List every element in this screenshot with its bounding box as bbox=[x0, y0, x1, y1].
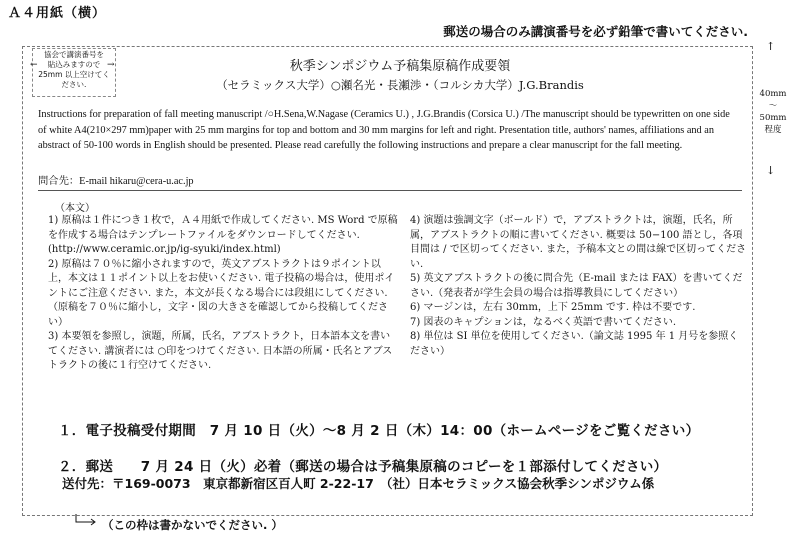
manuscript-title: 秋季シンポジウム予稿集原稿作成要領 bbox=[289, 59, 511, 74]
arrow-down-icon: ↓ bbox=[766, 164, 776, 177]
annotation-line: 程度 bbox=[764, 125, 782, 135]
speaker-box-line: ださい. bbox=[61, 80, 87, 89]
arrow-right-icon: → bbox=[107, 60, 115, 70]
annotation-line: 40mm bbox=[759, 89, 787, 99]
instructions-right-column bbox=[410, 214, 748, 359]
paper-size-label: Ａ４用紙（横） bbox=[8, 6, 107, 21]
separator-line bbox=[38, 190, 742, 191]
instruction-item: 1) 原稿は１件につき１枚で，Ａ４用紙で作成してください. MS Word で原稿を作成する場合はテンプレートファイルをダウンロードしてください. (http://www.ceramic.or.jp/ig-syuki/index.html) bbox=[48, 215, 398, 255]
speaker-number-box bbox=[32, 48, 116, 97]
corner-arrow-icon bbox=[74, 514, 98, 526]
annotation-line: 〜 bbox=[768, 101, 778, 111]
body-label: （本文） bbox=[55, 203, 95, 214]
contact-line: 問合先：E-mail hikaru@cera-u.ac.jp bbox=[38, 176, 194, 187]
instructions-left-column bbox=[48, 214, 398, 374]
english-abstract: Instructions for preparation of fall meeting manuscript /○H.Sena,W.Nagase (Ceramics U.) , J.G.Brandis (Corsica U.) /The manuscript should be typewritten on one side of white A4(210×297 mm)paper with 25 mm margins for top and bottom and 30 mm margins for left and right. Presentation title, authors' names, affiliations and an abstract of 50-100 words in English should be presented. Please read carefully the following instructions and prepare a clear manuscript for the fall meeting. bbox=[38, 109, 730, 152]
annotation-line: 50mm bbox=[759, 113, 787, 123]
speaker-box-line: 貼込みますので bbox=[47, 60, 101, 69]
mailing-address: 送付先：〒169-0073 東京都新宿区百人町 2-22-17 （社）日本セラミックス協会秋季シンポジウム係 bbox=[62, 476, 655, 491]
instruction-item: 6) マージンは，左右 30mm，上下 25mm です. 枠は不要です. bbox=[410, 302, 696, 313]
speaker-box-line: 協会で講演番号を bbox=[44, 50, 104, 59]
top-margin-annotation bbox=[752, 36, 794, 186]
speaker-box-line: 25mm 以上空けてく bbox=[38, 70, 110, 79]
pencil-note: 郵送の場合のみ講演番号を必ず鉛筆で書いてください. bbox=[443, 24, 748, 39]
arrow-up-icon: ↑ bbox=[766, 40, 776, 53]
instruction-item: 5) 英文アブストラクトの後に問合先（E-mail または FAX）を書いてください.（発表者が学生会員の場合は指導教員にしてください） bbox=[410, 273, 743, 299]
electronic-submission-period: １．電子投稿受付期間 7 月 10 日（火）〜8 月 2 日（木）14：00（ホームページをご覧ください） bbox=[58, 423, 700, 439]
do-not-write-note: （この枠は書かないでください. ） bbox=[102, 518, 283, 532]
instruction-item: 3) 本要領を参照し，演題，所属，氏名，アブストラクト，日本語本文を書いてください. 講演者には ○印をつけてください. 日本語の所属・氏名とアブストラクトの後に１行空けてください. bbox=[48, 331, 393, 371]
manuscript-authors: （セラミックス大学）○瀬名光・長瀬渉・（コルシカ大学）J.G.Brandis bbox=[216, 78, 584, 92]
instruction-item: 2) 原稿は７０％に縮小されますので，英文アブストラクトは９ポイント以上，本文は１１ポイント以上をお使いください. 電子投稿の場合は，使用ポイントにご注意ください. また，本文が長くなる場合には段組にしてください.（原稿を７０％に縮小し，文字・図の大きさを確認してから投稿してください） bbox=[48, 258, 395, 328]
instruction-item: 7) 図表のキャプションは，なるべく英語で書いてください. bbox=[410, 316, 677, 328]
instruction-item: 4) 演題は強調文字（ボールド）で，アブストラクトは，演題，氏名，所属，アブストラクトの順に書いてください. 概要は 50−100 語とし，各項目間は / で区切ってください. また，予稿本文との間は線で区切ってください. bbox=[410, 215, 747, 270]
mail-submission-deadline: ２．郵送 7 月 24 日（火）必着（郵送の場合は予稿集原稿のコピーを１部添付してください） bbox=[58, 459, 668, 475]
arrow-left-icon: ← bbox=[30, 60, 38, 70]
instruction-item: 8) 単位は SI 単位を使用してください.（論文誌 1995 年 1 月号を参照ください） bbox=[410, 331, 739, 357]
